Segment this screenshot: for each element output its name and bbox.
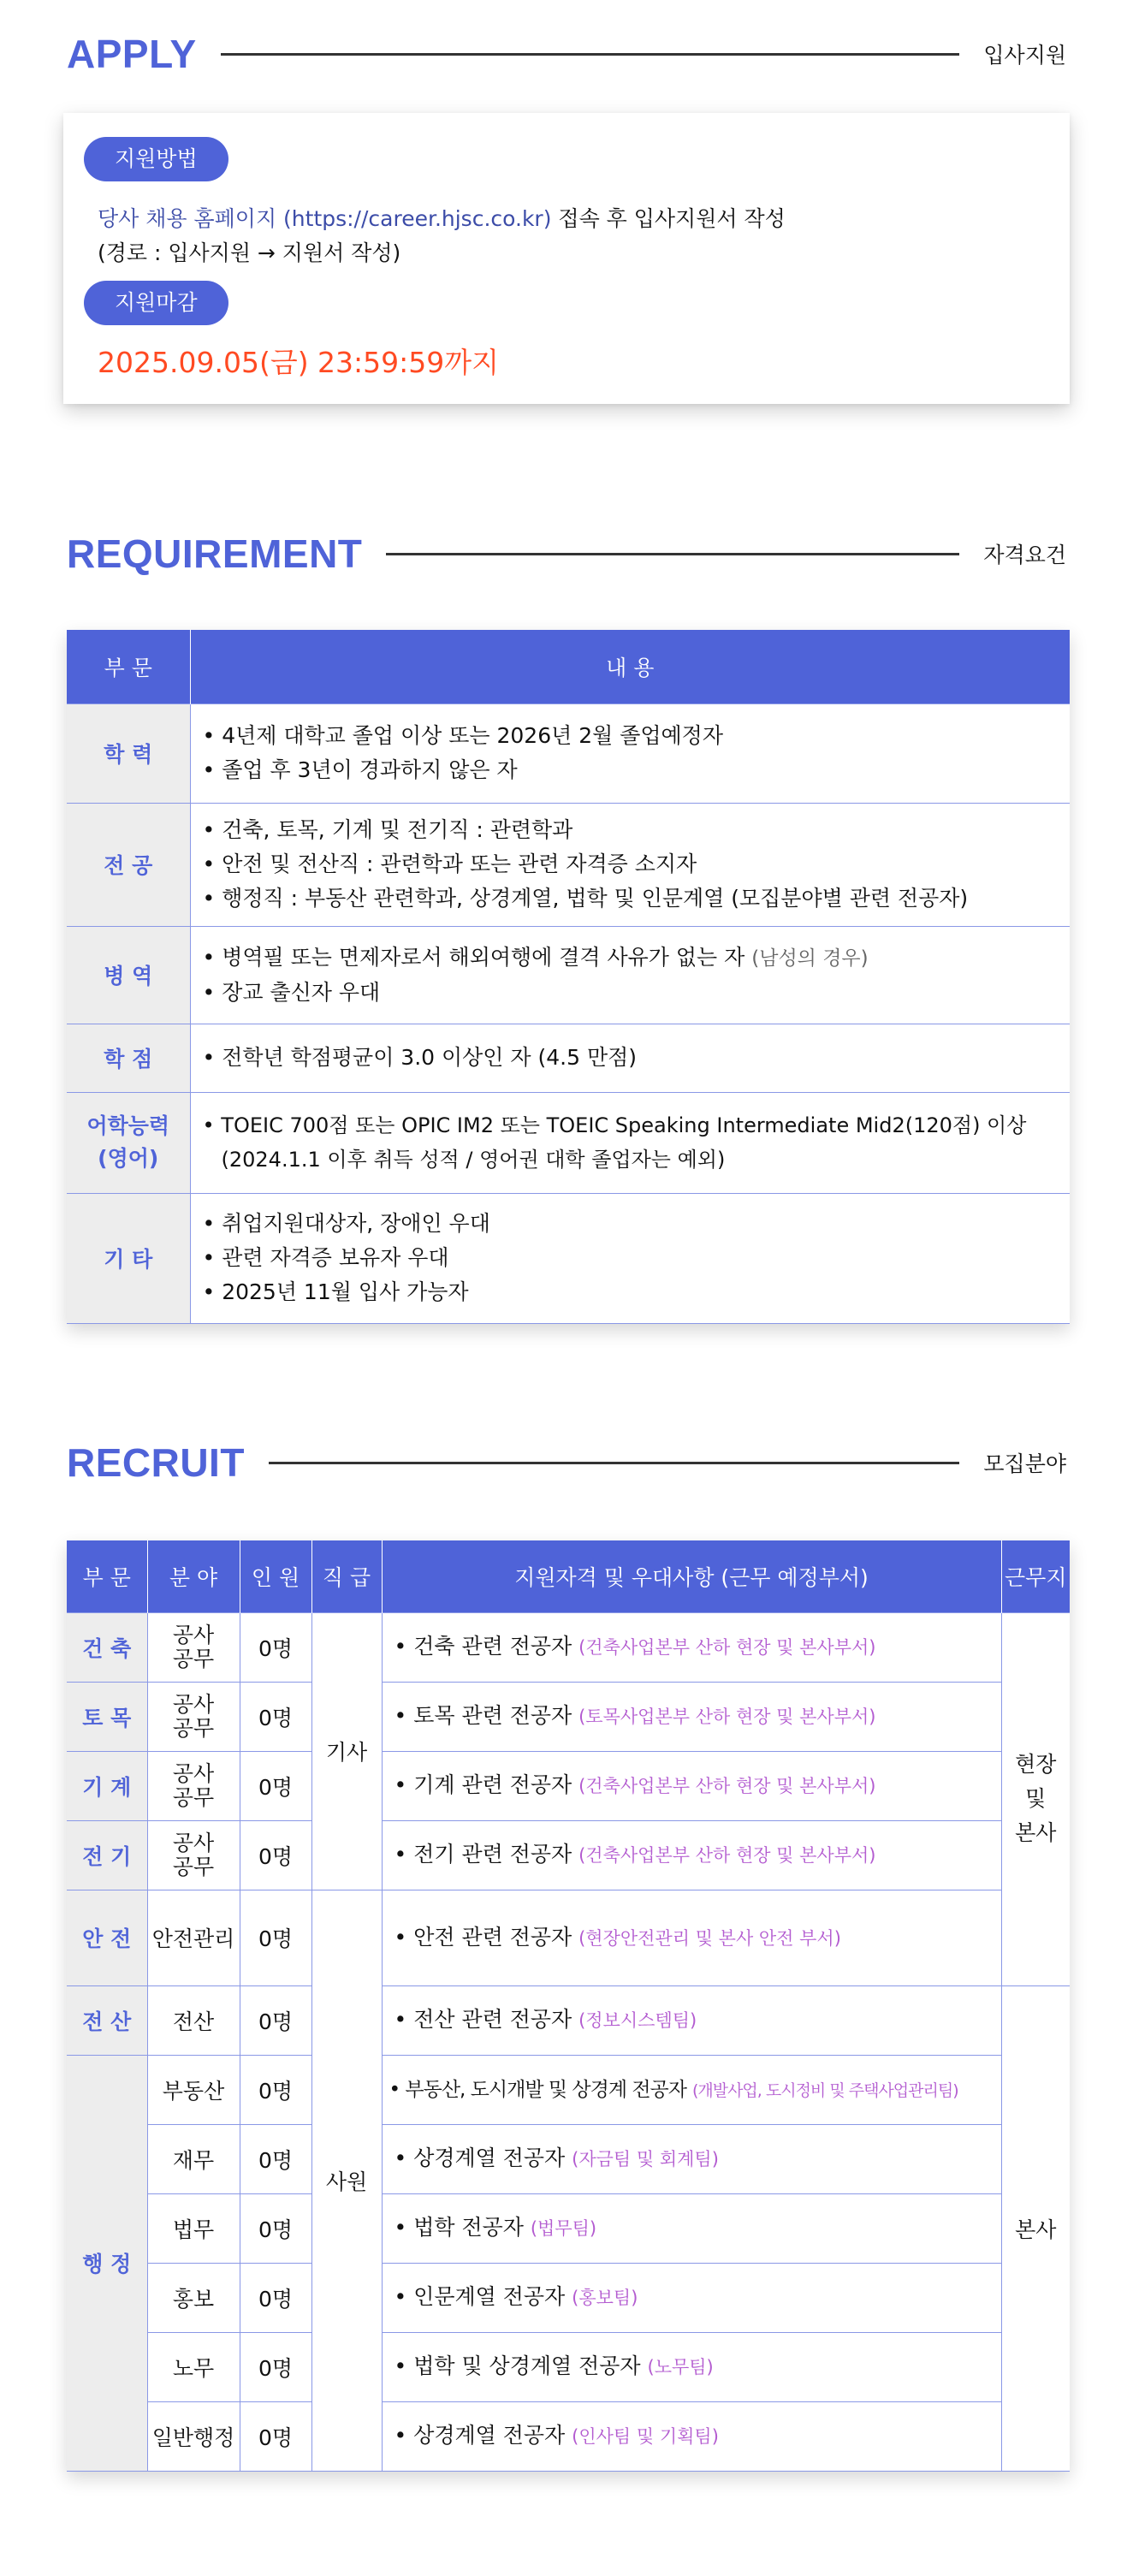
count-cell: 0명	[240, 1985, 311, 2055]
count-cell: 0명	[240, 1820, 311, 1890]
table-header-row	[67, 630, 1070, 703]
field-cell: 재무	[147, 2124, 240, 2193]
header-field: 분 야	[147, 1540, 240, 1612]
header-dept: 부 문	[67, 630, 190, 703]
table-row	[67, 2263, 1070, 2332]
list-item: • 건축, 토목, 기계 및 전기직 : 관련학과	[203, 813, 1059, 847]
apply-header	[67, 31, 1066, 77]
qualification-text: • 부동산, 도시개발 및 상경계 전공자	[389, 2079, 687, 2101]
qualification-cell	[382, 1820, 1001, 1890]
table-row	[67, 1024, 1070, 1092]
header-dept: 부 문	[67, 1540, 147, 1612]
header-divider	[221, 53, 960, 56]
team-note: (홍보팀)	[572, 2288, 638, 2308]
row-content	[190, 803, 1070, 926]
table-row	[67, 926, 1070, 1024]
team-note: (토목사업본부 산하 현장 및 본사부서)	[578, 1706, 876, 1727]
location-line-1: 현장	[1015, 1752, 1057, 1777]
header-divider	[269, 1462, 959, 1464]
table-row	[67, 2193, 1070, 2263]
team-note: (개발사업, 도시정비 및 주택사업관리팀)	[691, 2080, 958, 2100]
table-row	[67, 2055, 1070, 2124]
career-homepage-link[interactable]: 당사 채용 홈페이지 (https://career.hjsc.co.kr)	[98, 206, 552, 231]
field-line-1: 공사	[172, 1830, 215, 1855]
requirement-subtitle: 자격요건	[983, 543, 1066, 567]
field-cell: 안전관리	[147, 1890, 240, 1985]
qualification-text: • 건축 관련 전공자	[394, 1634, 572, 1659]
row-category: 기 타	[67, 1193, 190, 1323]
field-line-2: 공무	[172, 1784, 215, 1810]
field-cell: 노무	[147, 2332, 240, 2401]
field-cell: 일반행정	[147, 2401, 240, 2471]
list-item: • 장교 출신자 우대	[203, 976, 1059, 1010]
team-note: (건축사업본부 산하 현장 및 본사부서)	[578, 1845, 876, 1866]
row-content	[190, 703, 1070, 803]
field-line-1: 공사	[172, 1760, 215, 1786]
header-divider	[386, 553, 959, 555]
row-content	[190, 926, 1070, 1024]
deadline-badge: 지원마감	[84, 281, 228, 325]
header-count: 인 원	[240, 1540, 311, 1612]
header-qualification: 지원자격 및 우대사항 (근무 예정부서)	[382, 1540, 1001, 1612]
table-row	[67, 1820, 1070, 1890]
table-row	[67, 1890, 1070, 1985]
method-line-1	[98, 202, 786, 233]
count-cell: 0명	[240, 1751, 311, 1820]
qualification-cell	[382, 2332, 1001, 2401]
recruit-table	[67, 1540, 1070, 2472]
field-cell: 전산	[147, 1985, 240, 2055]
field-cell	[147, 1820, 240, 1890]
qualification-cell	[382, 2401, 1001, 2471]
count-cell: 0명	[240, 1612, 311, 1682]
header-rank: 직 급	[311, 1540, 382, 1612]
recruit-subtitle: 모집분야	[983, 1451, 1066, 1476]
field-line-1: 공사	[172, 1622, 215, 1647]
location-cell: 본사	[1001, 1985, 1070, 2471]
qualification-text: • 전산 관련 전공자	[394, 2007, 572, 2032]
qualification-text: • 기계 관련 전공자	[394, 1772, 572, 1797]
method-line-2: (경로 : 입사지원 → 지원서 작성)	[98, 240, 401, 265]
row-category: 학 점	[67, 1024, 190, 1092]
count-cell: 0명	[240, 2124, 311, 2193]
team-note: (정보시스템팀)	[578, 2010, 697, 2031]
recruit-section	[0, 1416, 1133, 2576]
apply-title: APPLY	[67, 32, 197, 76]
row-category: 전 공	[67, 803, 190, 926]
list-item: • TOEIC 700점 또는 OPIC IM2 또는 TOEIC Speaking Intermediate Mid2(120점) 이상	[203, 1108, 1059, 1143]
deadline-value: 2025.09.05(금) 23:59:59까지	[98, 346, 500, 379]
qualification-text: • 전기 관련 전공자	[394, 1842, 572, 1867]
count-cell: 0명	[240, 1890, 311, 1985]
list-item: • 안전 및 전산직 : 관련학과 또는 관련 자격증 소지자	[203, 847, 1059, 881]
field-cell	[147, 1751, 240, 1820]
qualification-cell	[382, 2193, 1001, 2263]
header-content: 내 용	[190, 630, 1070, 703]
qualification-cell	[382, 2263, 1001, 2332]
field-cell: 부동산	[147, 2055, 240, 2124]
list-item: • 행정직 : 부동산 관련학과, 상경계열, 법학 및 인문계열 (모집분야별 관련 전공자)	[203, 881, 1059, 916]
dept-cell: 전 기	[67, 1820, 147, 1890]
list-item	[203, 941, 1059, 976]
qualification-cell	[382, 2124, 1001, 2193]
qualification-text: • 토목 관련 전공자	[394, 1703, 572, 1728]
field-cell	[147, 1612, 240, 1682]
list-item-note: (남성의 경우)	[751, 947, 869, 970]
table-row	[67, 1193, 1070, 1323]
table-row	[67, 2124, 1070, 2193]
list-item: • 전학년 학점평균이 3.0 이상인 자 (4.5 만점)	[203, 1041, 1059, 1075]
requirement-table-wrap	[67, 630, 1070, 1324]
row-category	[67, 1092, 190, 1193]
row-category-line-2: (영어)	[98, 1146, 159, 1171]
row-category-line-1: 어학능력	[86, 1113, 170, 1138]
qualification-cell	[382, 1890, 1001, 1985]
table-header-row	[67, 1540, 1070, 1612]
table-row	[67, 1612, 1070, 1682]
dept-cell: 행 정	[67, 2055, 147, 2471]
table-row	[67, 2401, 1070, 2471]
team-note: (건축사업본부 산하 현장 및 본사부서)	[578, 1637, 876, 1658]
row-content	[190, 1024, 1070, 1092]
qualification-text: • 상경계열 전공자	[394, 2423, 572, 2448]
qualification-text: • 법학 및 상경계열 전공자	[394, 2353, 641, 2378]
field-cell	[147, 1682, 240, 1751]
qualification-cell	[382, 1751, 1001, 1820]
field-line-1: 공사	[172, 1691, 215, 1717]
team-note: (자금팀 및 회계팀)	[572, 2149, 719, 2169]
qualification-text: • 인문계열 전공자	[394, 2284, 566, 2309]
count-cell: 0명	[240, 2401, 311, 2471]
count-cell: 0명	[240, 2055, 311, 2124]
rank-cell: 사원	[311, 1890, 382, 2471]
table-row	[67, 2332, 1070, 2401]
requirement-section	[0, 479, 1133, 1416]
apply-section	[0, 0, 1133, 479]
dept-cell: 건 축	[67, 1612, 147, 1682]
dept-cell: 전 산	[67, 1985, 147, 2055]
list-item: • 4년제 대학교 졸업 이상 또는 2026년 2월 졸업예정자	[203, 719, 1059, 753]
team-note: (법무팀)	[530, 2218, 597, 2239]
row-content	[190, 1193, 1070, 1323]
header-location: 근무지	[1001, 1540, 1070, 1612]
recruit-header	[67, 1439, 1066, 1486]
qualification-cell	[382, 1985, 1001, 2055]
requirement-header	[67, 531, 1066, 577]
list-item: • 관련 자격증 보유자 우대	[203, 1241, 1059, 1275]
method-badge: 지원방법	[84, 137, 228, 181]
row-content	[190, 1092, 1070, 1193]
team-note: (노무팀)	[647, 2357, 714, 2377]
count-cell: 0명	[240, 1682, 311, 1751]
list-item: • 2025년 11월 입사 가능자	[203, 1275, 1059, 1309]
requirement-title: REQUIREMENT	[67, 531, 363, 576]
qualification-cell	[382, 1612, 1001, 1682]
list-item-text: 병역필 또는 면제자로서 해외여행에 결격 사유가 없는 자	[222, 944, 745, 970]
count-cell: 0명	[240, 2332, 311, 2401]
count-cell: 0명	[240, 2263, 311, 2332]
location-line-2: 및	[1025, 1786, 1047, 1811]
table-row	[67, 1751, 1070, 1820]
location-cell	[1001, 1612, 1070, 1985]
row-category: 학 력	[67, 703, 190, 803]
table-row	[67, 1985, 1070, 2055]
field-cell: 법무	[147, 2193, 240, 2263]
dept-cell: 안 전	[67, 1890, 147, 1985]
rank-cell: 기사	[311, 1612, 382, 1890]
qualification-text: • 상경계열 전공자	[394, 2146, 566, 2170]
apply-subtitle: 입사지원	[983, 43, 1066, 68]
dept-cell: 기 계	[67, 1751, 147, 1820]
list-item: • 취업지원대상자, 장애인 우대	[203, 1207, 1059, 1241]
list-item: • 졸업 후 3년이 경과하지 않은 자	[203, 753, 1059, 787]
team-note: (인사팀 및 기획팀)	[572, 2426, 719, 2447]
field-line-2: 공무	[172, 1854, 215, 1879]
qualification-cell	[382, 2055, 1001, 2124]
list-item-continued: (2024.1.1 이후 취득 성적 / 영어권 대학 졸업자는 예외)	[221, 1148, 726, 1172]
table-row	[67, 803, 1070, 926]
count-cell: 0명	[240, 2193, 311, 2263]
table-row	[67, 1092, 1070, 1193]
team-note: (건축사업본부 산하 현장 및 본사부서)	[578, 1776, 876, 1796]
location-line-3: 본사	[1015, 1820, 1057, 1845]
table-row	[67, 1682, 1070, 1751]
recruit-table-wrap	[67, 1540, 1070, 2472]
row-category: 병 역	[67, 926, 190, 1024]
table-row	[67, 703, 1070, 803]
team-note: (현장안전관리 및 본사 안전 부서)	[578, 1927, 841, 1949]
field-cell: 홍보	[147, 2263, 240, 2332]
qualification-text: • 법학 전공자	[394, 2215, 524, 2240]
apply-card	[63, 113, 1070, 404]
field-line-2: 공무	[172, 1646, 215, 1671]
recruit-title: RECRUIT	[67, 1440, 245, 1485]
requirement-table	[67, 630, 1070, 1324]
field-line-2: 공무	[172, 1715, 215, 1741]
method-line-1-rest: 접속 후 입사지원서 작성	[551, 206, 786, 231]
dept-cell: 토 목	[67, 1682, 147, 1751]
qualification-cell	[382, 1682, 1001, 1751]
qualification-text: • 안전 관련 전공자	[394, 1925, 572, 1950]
